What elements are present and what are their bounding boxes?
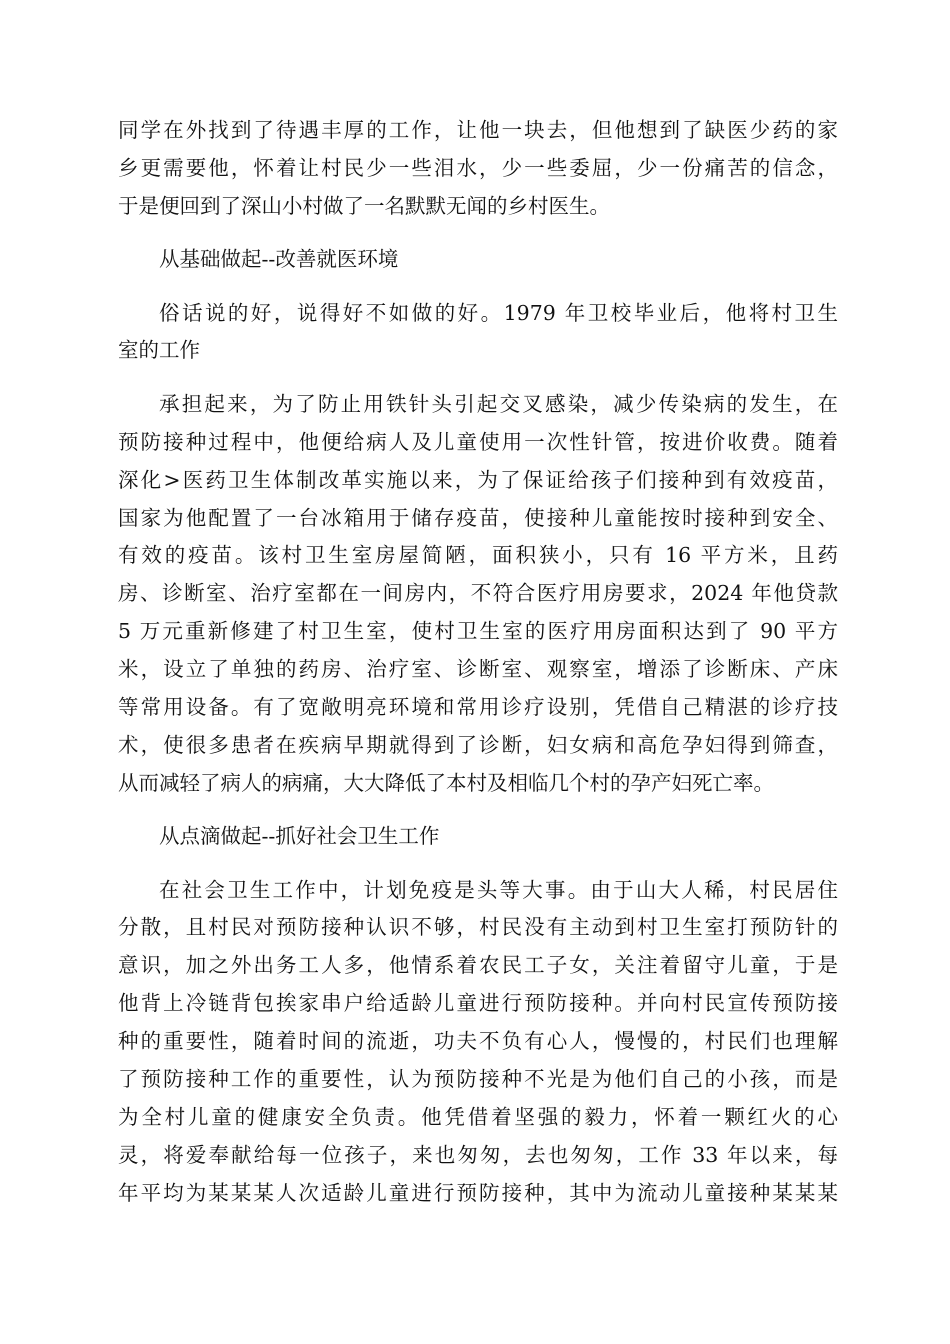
text-line: 他背上冷链背包挨家串户给适龄儿童进行预防接种。并向村民宣传预防接 xyxy=(118,991,838,1016)
text-line: 承担起来，为了防止用铁针头引起交叉感染，减少传染病的发生，在 xyxy=(159,391,838,416)
text-line: 分散，且村民对预防接种认识不够，村民没有主动到村卫生室打预防针的 xyxy=(118,915,838,940)
text-line: 术，使很多患者在疾病早期就得到了诊断，妇女病和高危孕妇得到筛查， xyxy=(118,732,838,757)
text-line: 深化>医药卫生体制改革实施以来，为了保证给孩子们接种到有效疫苗， xyxy=(118,467,838,492)
paragraph xyxy=(118,386,838,803)
text-line: 同学在外找到了待遇丰厚的工作，让他一块去，但他想到了缺医少药的家 xyxy=(118,118,838,142)
text-line: 灵，将爱奉献给每一位孩子，来也匆匆，去也匆匆，工作 33 年以来，每 xyxy=(118,1142,838,1167)
text-line: 俗话说的好，说得好不如做的好。1979 年卫校毕业后，他将村卫生 xyxy=(159,300,838,325)
text-line: 预防接种过程中，他便给病人及儿童使用一次性针管，按进价收费。随着 xyxy=(118,429,838,454)
text-line: 乡更需要他，怀着让村民少一些泪水，少一些委屈，少一份痛苦的信念， xyxy=(118,155,838,180)
text-line: 意识，加之外出务工人多，他情系着农民工子女，关注着留守儿童，于是 xyxy=(118,953,838,978)
heading-line: 从点滴做起--抓好社会卫生工作 xyxy=(159,824,440,849)
text-line: 于是便回到了深山小村做了一名默默无闻的乡村医生。 xyxy=(118,193,610,218)
heading-line: 从基础做起--改善就医环境 xyxy=(159,247,399,272)
text-line: 年平均为某某某人次适龄儿童进行预防接种，其中为流动儿童接种某某某 xyxy=(118,1180,838,1205)
text-line: 房、诊断室、治疗室都在一间房内，不符合医疗用房要求，2024 年他贷款 xyxy=(118,581,838,606)
text-line: 有效的疫苗。该村卫生室房屋简陋，面积狭小，只有 16 平方米，且药 xyxy=(118,543,838,568)
text-line: 为全村儿童的健康安全负责。他凭借着坚强的毅力，怀着一颗红火的心 xyxy=(118,1104,838,1129)
text-line: 国家为他配置了一台冰箱用于储存疫苗，使接种儿童能按时接种到安全、 xyxy=(118,505,838,530)
paragraph xyxy=(118,872,838,1213)
document-body xyxy=(118,112,838,1213)
text-line: 等常用设备。有了宽敞明亮环境和常用诊疗设别，凭借自己精湛的诊疗技 xyxy=(118,694,838,719)
text-line: 了预防接种工作的重要性，认为预防接种不光是为他们自己的小孩，而是 xyxy=(118,1066,838,1091)
text-line: 5 万元重新修建了村卫生室，使村卫生室的医疗用房面积达到了 90 平方 xyxy=(118,619,838,644)
text-line: 在社会卫生工作中，计划免疫是头等大事。由于山大人稀，村民居住 xyxy=(159,877,838,902)
text-line: 从而减轻了病人的病痛，大大降低了本村及相临几个村的孕产妇死亡率。 xyxy=(118,770,774,795)
section-heading xyxy=(118,241,838,279)
text-line: 室的工作 xyxy=(118,338,200,363)
text-line: 种的重要性，随着时间的流逝，功夫不负有心人，慢慢的，村民们也理解 xyxy=(118,1029,838,1054)
paragraph xyxy=(118,295,838,371)
paragraph xyxy=(118,112,838,226)
text-line: 米，设立了单独的药房、治疗室、诊断室、观察室，增添了诊断床、产床 xyxy=(118,657,838,682)
section-heading xyxy=(118,818,838,856)
